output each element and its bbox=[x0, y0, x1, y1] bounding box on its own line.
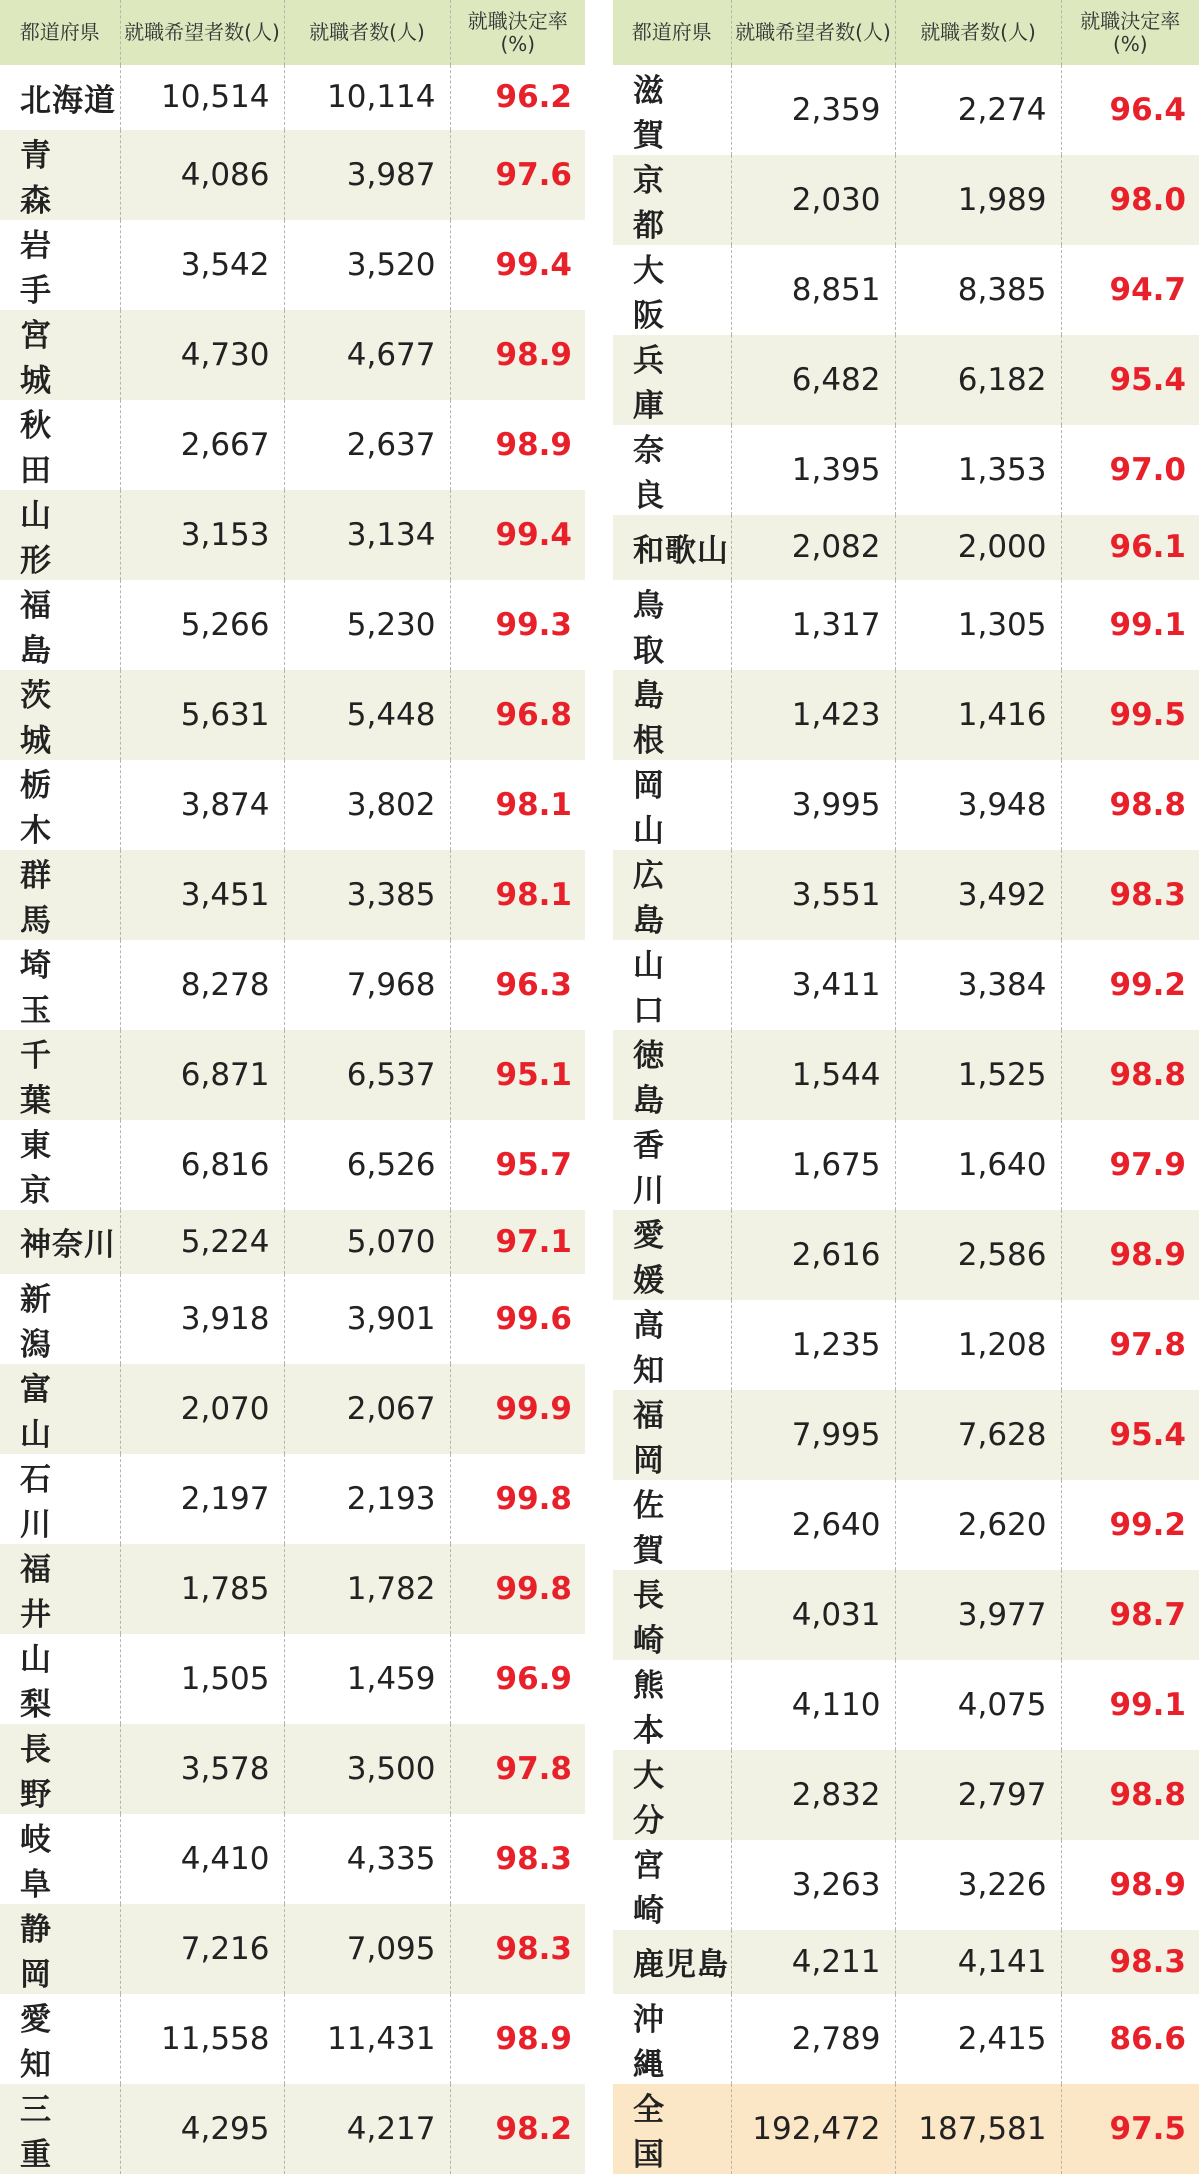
applicants-cell: 2,789 bbox=[731, 1994, 895, 2084]
employed-cell: 187,581 bbox=[895, 2084, 1061, 2174]
header-employed: 就職者数(人) bbox=[895, 0, 1061, 65]
prefecture-cell: 茨城 bbox=[0, 670, 120, 760]
header-prefecture: 都道府県 bbox=[613, 0, 731, 65]
employed-cell: 1,640 bbox=[895, 1120, 1061, 1210]
prefecture-cell: 宮崎 bbox=[633, 1847, 696, 1929]
employed-cell: 2,586 bbox=[895, 1210, 1061, 1300]
employed-cell: 2,620 bbox=[895, 1480, 1061, 1570]
rate-cell: 95.7 bbox=[450, 1120, 585, 1210]
table-row bbox=[613, 760, 1199, 850]
table-row bbox=[0, 1030, 585, 1120]
prefecture-cell: 秋田 bbox=[20, 407, 83, 489]
rate-cell: 99.6 bbox=[450, 1274, 585, 1364]
table-row bbox=[0, 400, 585, 490]
prefecture-cell: 鳥取 bbox=[633, 587, 696, 669]
table-row bbox=[0, 850, 585, 940]
employed-cell: 3,520 bbox=[284, 220, 450, 310]
applicants-cell: 3,918 bbox=[120, 1274, 284, 1364]
rate-cell: 97.8 bbox=[450, 1724, 585, 1814]
employed-cell: 5,070 bbox=[284, 1210, 450, 1275]
prefecture-cell: 栃木 bbox=[20, 767, 83, 849]
applicants-cell: 3,263 bbox=[731, 1840, 895, 1930]
applicants-cell: 11,558 bbox=[120, 1994, 284, 2084]
rate-cell: 96.1 bbox=[1061, 515, 1199, 580]
rate-cell: 99.1 bbox=[1061, 1660, 1199, 1750]
table-row bbox=[0, 1274, 585, 1364]
rate-cell: 99.2 bbox=[1061, 940, 1199, 1030]
rate-cell: 86.6 bbox=[1061, 1994, 1199, 2084]
applicants-cell: 3,995 bbox=[731, 760, 895, 850]
applicants-cell: 2,197 bbox=[120, 1454, 284, 1544]
employed-cell: 2,415 bbox=[895, 1994, 1061, 2084]
employed-cell: 3,987 bbox=[284, 130, 450, 220]
rate-cell: 99.4 bbox=[450, 490, 585, 580]
applicants-cell: 2,640 bbox=[731, 1480, 895, 1570]
rate-cell: 98.9 bbox=[450, 400, 585, 490]
rate-cell: 95.4 bbox=[1061, 335, 1199, 425]
prefecture-cell: 和歌山 bbox=[613, 515, 731, 580]
applicants-cell: 1,675 bbox=[731, 1120, 895, 1210]
applicants-cell: 6,482 bbox=[731, 335, 895, 425]
prefecture-cell: 神奈川 bbox=[0, 1210, 120, 1275]
table-row bbox=[613, 1120, 1199, 1210]
employed-cell: 3,977 bbox=[895, 1570, 1061, 1660]
employed-cell: 6,526 bbox=[284, 1120, 450, 1210]
table-row bbox=[613, 1300, 1199, 1390]
header-rate-line1: 就職決定率 bbox=[467, 8, 568, 33]
rate-cell: 98.9 bbox=[1061, 1840, 1199, 1930]
rate-cell: 95.4 bbox=[1061, 1390, 1199, 1480]
applicants-cell: 4,086 bbox=[120, 130, 284, 220]
rate-cell: 98.3 bbox=[450, 1904, 585, 1994]
table-row bbox=[613, 670, 1199, 760]
applicants-cell: 192,472 bbox=[731, 2084, 895, 2174]
header-rate bbox=[1061, 0, 1199, 65]
table-row bbox=[613, 1030, 1199, 1120]
prefecture-cell: 富山 bbox=[0, 1364, 120, 1454]
employed-cell: 3,948 bbox=[895, 760, 1061, 850]
table-row bbox=[0, 1544, 585, 1634]
prefecture-cell: 大阪 bbox=[633, 253, 696, 334]
employed-cell: 8,385 bbox=[895, 245, 1061, 335]
rate-cell: 98.9 bbox=[1061, 1210, 1199, 1300]
prefecture-cell: 青森 bbox=[0, 130, 120, 220]
employed-cell: 11,431 bbox=[284, 1994, 450, 2084]
applicants-cell: 10,514 bbox=[120, 65, 284, 130]
employed-cell: 3,492 bbox=[895, 850, 1061, 940]
employed-cell: 1,353 bbox=[895, 425, 1061, 515]
prefecture-cell: 大分 bbox=[613, 1750, 731, 1840]
applicants-cell: 2,667 bbox=[120, 400, 284, 490]
prefecture-cell: 群馬 bbox=[0, 850, 120, 940]
applicants-cell: 2,832 bbox=[731, 1750, 895, 1840]
employed-cell: 6,537 bbox=[284, 1030, 450, 1120]
prefecture-cell: 沖縄 bbox=[633, 2002, 696, 2084]
prefecture-cell: 北海道 bbox=[20, 82, 116, 119]
rate-cell: 98.3 bbox=[1061, 850, 1199, 940]
table-row bbox=[0, 310, 585, 400]
applicants-cell: 1,423 bbox=[731, 670, 895, 760]
employed-cell: 1,416 bbox=[895, 670, 1061, 760]
prefecture-cell: 福岡 bbox=[613, 1390, 731, 1480]
applicants-cell: 2,082 bbox=[731, 515, 895, 580]
table-row bbox=[613, 1570, 1199, 1660]
prefecture-cell: 京都 bbox=[613, 155, 731, 245]
applicants-cell: 3,411 bbox=[731, 940, 895, 1030]
rate-cell: 98.9 bbox=[450, 310, 585, 400]
prefecture-cell: 岡山 bbox=[633, 767, 696, 849]
rate-cell: 98.3 bbox=[1061, 1930, 1199, 1995]
rate-cell: 97.0 bbox=[1061, 425, 1199, 515]
applicants-cell: 3,542 bbox=[120, 220, 284, 310]
prefecture-cell: 熊本 bbox=[633, 1667, 696, 1749]
employed-cell: 2,797 bbox=[895, 1750, 1061, 1840]
header-employed: 就職者数(人) bbox=[284, 0, 450, 65]
rate-cell: 98.2 bbox=[450, 2084, 585, 2174]
prefecture-cell: 岩手 bbox=[20, 227, 83, 309]
applicants-cell: 2,030 bbox=[731, 155, 895, 245]
employed-cell: 5,230 bbox=[284, 580, 450, 670]
applicants-cell: 1,395 bbox=[731, 425, 895, 515]
table-row bbox=[613, 940, 1199, 1030]
applicants-cell: 3,153 bbox=[120, 490, 284, 580]
applicants-cell: 3,874 bbox=[120, 760, 284, 850]
employed-cell: 4,677 bbox=[284, 310, 450, 400]
employed-cell: 7,095 bbox=[284, 1904, 450, 1994]
right-table-body bbox=[613, 65, 1199, 2174]
applicants-cell: 1,235 bbox=[731, 1300, 895, 1390]
table-row bbox=[0, 1454, 585, 1544]
rate-cell: 99.2 bbox=[1061, 1480, 1199, 1570]
employed-cell: 4,141 bbox=[895, 1930, 1061, 1995]
prefecture-cell: 島根 bbox=[613, 670, 731, 760]
table-row bbox=[0, 670, 585, 760]
employed-cell: 3,134 bbox=[284, 490, 450, 580]
employed-cell: 4,217 bbox=[284, 2084, 450, 2174]
header-row bbox=[0, 0, 585, 65]
prefecture-cell: 広島 bbox=[613, 850, 731, 940]
employed-cell: 4,075 bbox=[895, 1660, 1061, 1750]
prefecture-cell: 鹿児島 bbox=[613, 1930, 731, 1995]
applicants-cell: 2,070 bbox=[120, 1364, 284, 1454]
prefecture-cell: 千葉 bbox=[0, 1030, 120, 1120]
table-row bbox=[0, 1120, 585, 1210]
left-table bbox=[0, 0, 585, 2174]
prefecture-cell: 滋賀 bbox=[633, 73, 696, 154]
employed-cell: 1,305 bbox=[895, 580, 1061, 670]
applicants-cell: 2,359 bbox=[731, 65, 895, 155]
employed-cell: 4,335 bbox=[284, 1814, 450, 1904]
rate-cell: 98.0 bbox=[1061, 155, 1199, 245]
employed-cell: 3,901 bbox=[284, 1274, 450, 1364]
employed-cell: 2,193 bbox=[284, 1454, 450, 1544]
employed-cell: 1,208 bbox=[895, 1300, 1061, 1390]
rate-cell: 98.9 bbox=[450, 1994, 585, 2084]
header-applicants: 就職希望者数(人) bbox=[731, 0, 895, 65]
prefecture-cell: 高知 bbox=[633, 1307, 696, 1389]
rate-cell: 98.8 bbox=[1061, 1030, 1199, 1120]
rate-cell: 97.5 bbox=[1061, 2084, 1199, 2174]
table-row bbox=[0, 65, 585, 130]
employed-cell: 7,628 bbox=[895, 1390, 1061, 1480]
rate-cell: 95.1 bbox=[450, 1030, 585, 1120]
table-row bbox=[613, 245, 1199, 335]
prefecture-cell: 福井 bbox=[0, 1544, 120, 1634]
applicants-cell: 1,505 bbox=[120, 1634, 284, 1724]
table-row bbox=[0, 1634, 585, 1724]
rate-cell: 98.1 bbox=[450, 850, 585, 940]
table-row bbox=[0, 1994, 585, 2084]
applicants-cell: 5,631 bbox=[120, 670, 284, 760]
prefecture-cell: 東京 bbox=[20, 1127, 83, 1209]
table-row bbox=[613, 580, 1199, 670]
prefecture-cell: 埼玉 bbox=[20, 947, 83, 1029]
table-row bbox=[613, 1480, 1199, 1570]
table-row bbox=[0, 130, 585, 220]
applicants-cell: 6,871 bbox=[120, 1030, 284, 1120]
prefecture-cell: 兵庫 bbox=[613, 335, 731, 425]
rate-cell: 99.9 bbox=[450, 1364, 585, 1454]
right-table bbox=[613, 0, 1199, 2174]
rate-cell: 97.6 bbox=[450, 130, 585, 220]
rate-cell: 98.7 bbox=[1061, 1570, 1199, 1660]
employed-cell: 1,989 bbox=[895, 155, 1061, 245]
header-row bbox=[613, 0, 1199, 65]
left-table-body bbox=[0, 65, 585, 2174]
applicants-cell: 2,616 bbox=[731, 1210, 895, 1300]
applicants-cell: 5,224 bbox=[120, 1210, 284, 1275]
rate-cell: 98.8 bbox=[1061, 1750, 1199, 1840]
applicants-cell: 5,266 bbox=[120, 580, 284, 670]
rate-cell: 99.4 bbox=[450, 220, 585, 310]
prefecture-cell: 石川 bbox=[20, 1462, 83, 1544]
table-row bbox=[613, 850, 1199, 940]
table-row bbox=[0, 760, 585, 850]
prefecture-cell: 香川 bbox=[633, 1127, 696, 1209]
rate-cell: 98.3 bbox=[450, 1814, 585, 1904]
applicants-cell: 8,278 bbox=[120, 940, 284, 1030]
prefecture-cell: 福島 bbox=[20, 587, 83, 669]
table-row bbox=[0, 1724, 585, 1814]
employed-cell: 2,637 bbox=[284, 400, 450, 490]
applicants-cell: 3,451 bbox=[120, 850, 284, 940]
rate-cell: 99.3 bbox=[450, 580, 585, 670]
employed-cell: 3,384 bbox=[895, 940, 1061, 1030]
applicants-cell: 3,578 bbox=[120, 1724, 284, 1814]
table-row bbox=[613, 335, 1199, 425]
applicants-cell: 4,110 bbox=[731, 1660, 895, 1750]
header-rate-line2: (%) bbox=[500, 31, 536, 56]
table-row bbox=[613, 65, 1199, 155]
employed-cell: 10,114 bbox=[284, 65, 450, 130]
rate-cell: 99.8 bbox=[450, 1544, 585, 1634]
table-row bbox=[613, 1994, 1199, 2084]
applicants-cell: 8,851 bbox=[731, 245, 895, 335]
prefecture-cell: 長崎 bbox=[613, 1570, 731, 1660]
employed-cell: 2,000 bbox=[895, 515, 1061, 580]
rate-cell: 99.1 bbox=[1061, 580, 1199, 670]
rate-cell: 97.9 bbox=[1061, 1120, 1199, 1210]
table-row bbox=[613, 515, 1199, 580]
table-row bbox=[0, 580, 585, 670]
rate-cell: 98.8 bbox=[1061, 760, 1199, 850]
applicants-cell: 7,995 bbox=[731, 1390, 895, 1480]
applicants-cell: 1,317 bbox=[731, 580, 895, 670]
rate-cell: 99.8 bbox=[450, 1454, 585, 1544]
table-row bbox=[0, 1210, 585, 1275]
table-row bbox=[0, 1904, 585, 1994]
prefecture-cell: 全国 bbox=[613, 2084, 731, 2174]
table-row bbox=[0, 940, 585, 1030]
header-rate bbox=[450, 0, 585, 65]
applicants-cell: 3,551 bbox=[731, 850, 895, 940]
employed-cell: 7,968 bbox=[284, 940, 450, 1030]
applicants-cell: 4,031 bbox=[731, 1570, 895, 1660]
table-row bbox=[613, 1660, 1199, 1750]
header-rate-line2: (%) bbox=[1112, 31, 1148, 56]
table-row bbox=[0, 1364, 585, 1454]
table-row bbox=[613, 155, 1199, 245]
prefecture-cell: 愛媛 bbox=[613, 1210, 731, 1300]
table-row bbox=[613, 1390, 1199, 1480]
rate-cell: 94.7 bbox=[1061, 245, 1199, 335]
rate-cell: 96.2 bbox=[450, 65, 585, 130]
rate-cell: 97.8 bbox=[1061, 1300, 1199, 1390]
employed-cell: 3,500 bbox=[284, 1724, 450, 1814]
table-row bbox=[613, 1840, 1199, 1930]
rate-cell: 96.9 bbox=[450, 1634, 585, 1724]
applicants-cell: 4,211 bbox=[731, 1930, 895, 1995]
table-row bbox=[0, 490, 585, 580]
prefecture-cell: 徳島 bbox=[613, 1030, 731, 1120]
prefecture-cell: 長野 bbox=[0, 1724, 120, 1814]
rate-cell: 99.5 bbox=[1061, 670, 1199, 760]
prefecture-cell: 静岡 bbox=[0, 1904, 120, 1994]
header-applicants: 就職希望者数(人) bbox=[120, 0, 284, 65]
employed-cell: 1,782 bbox=[284, 1544, 450, 1634]
applicants-cell: 4,410 bbox=[120, 1814, 284, 1904]
applicants-cell: 4,730 bbox=[120, 310, 284, 400]
header-rate-line1: 就職決定率 bbox=[1080, 8, 1181, 33]
employed-cell: 6,182 bbox=[895, 335, 1061, 425]
header-prefecture: 都道府県 bbox=[0, 0, 120, 65]
table-row bbox=[0, 2084, 585, 2174]
applicants-cell: 6,816 bbox=[120, 1120, 284, 1210]
prefecture-cell: 宮城 bbox=[0, 310, 120, 400]
table-row bbox=[613, 425, 1199, 515]
applicants-cell: 1,785 bbox=[120, 1544, 284, 1634]
employed-cell: 3,226 bbox=[895, 1840, 1061, 1930]
rate-cell: 96.3 bbox=[450, 940, 585, 1030]
prefecture-cell: 奈良 bbox=[633, 433, 696, 514]
table-row bbox=[0, 1814, 585, 1904]
employed-cell: 3,802 bbox=[284, 760, 450, 850]
table-row bbox=[613, 1750, 1199, 1840]
employed-cell: 5,448 bbox=[284, 670, 450, 760]
prefecture-cell: 山梨 bbox=[20, 1642, 83, 1724]
applicants-cell: 4,295 bbox=[120, 2084, 284, 2174]
rate-cell: 96.8 bbox=[450, 670, 585, 760]
prefecture-cell: 新潟 bbox=[20, 1282, 83, 1364]
rate-cell: 98.1 bbox=[450, 760, 585, 850]
employed-cell: 1,525 bbox=[895, 1030, 1061, 1120]
rate-cell: 97.1 bbox=[450, 1210, 585, 1275]
rate-cell: 96.4 bbox=[1061, 65, 1199, 155]
prefecture-cell: 三重 bbox=[0, 2084, 120, 2174]
employed-cell: 2,067 bbox=[284, 1364, 450, 1454]
employed-cell: 1,459 bbox=[284, 1634, 450, 1724]
employed-cell: 2,274 bbox=[895, 65, 1061, 155]
employed-cell: 3,385 bbox=[284, 850, 450, 940]
prefecture-cell: 岐阜 bbox=[20, 1822, 83, 1904]
table-row bbox=[613, 1210, 1199, 1300]
prefecture-cell: 佐賀 bbox=[633, 1487, 696, 1569]
prefecture-cell: 愛知 bbox=[20, 2002, 83, 2084]
applicants-cell: 1,544 bbox=[731, 1030, 895, 1120]
prefecture-cell: 山形 bbox=[0, 490, 120, 580]
table-row bbox=[0, 220, 585, 310]
total-row bbox=[613, 2084, 1199, 2174]
applicants-cell: 7,216 bbox=[120, 1904, 284, 1994]
table-row bbox=[613, 1930, 1199, 1995]
prefecture-cell: 山口 bbox=[633, 947, 696, 1029]
